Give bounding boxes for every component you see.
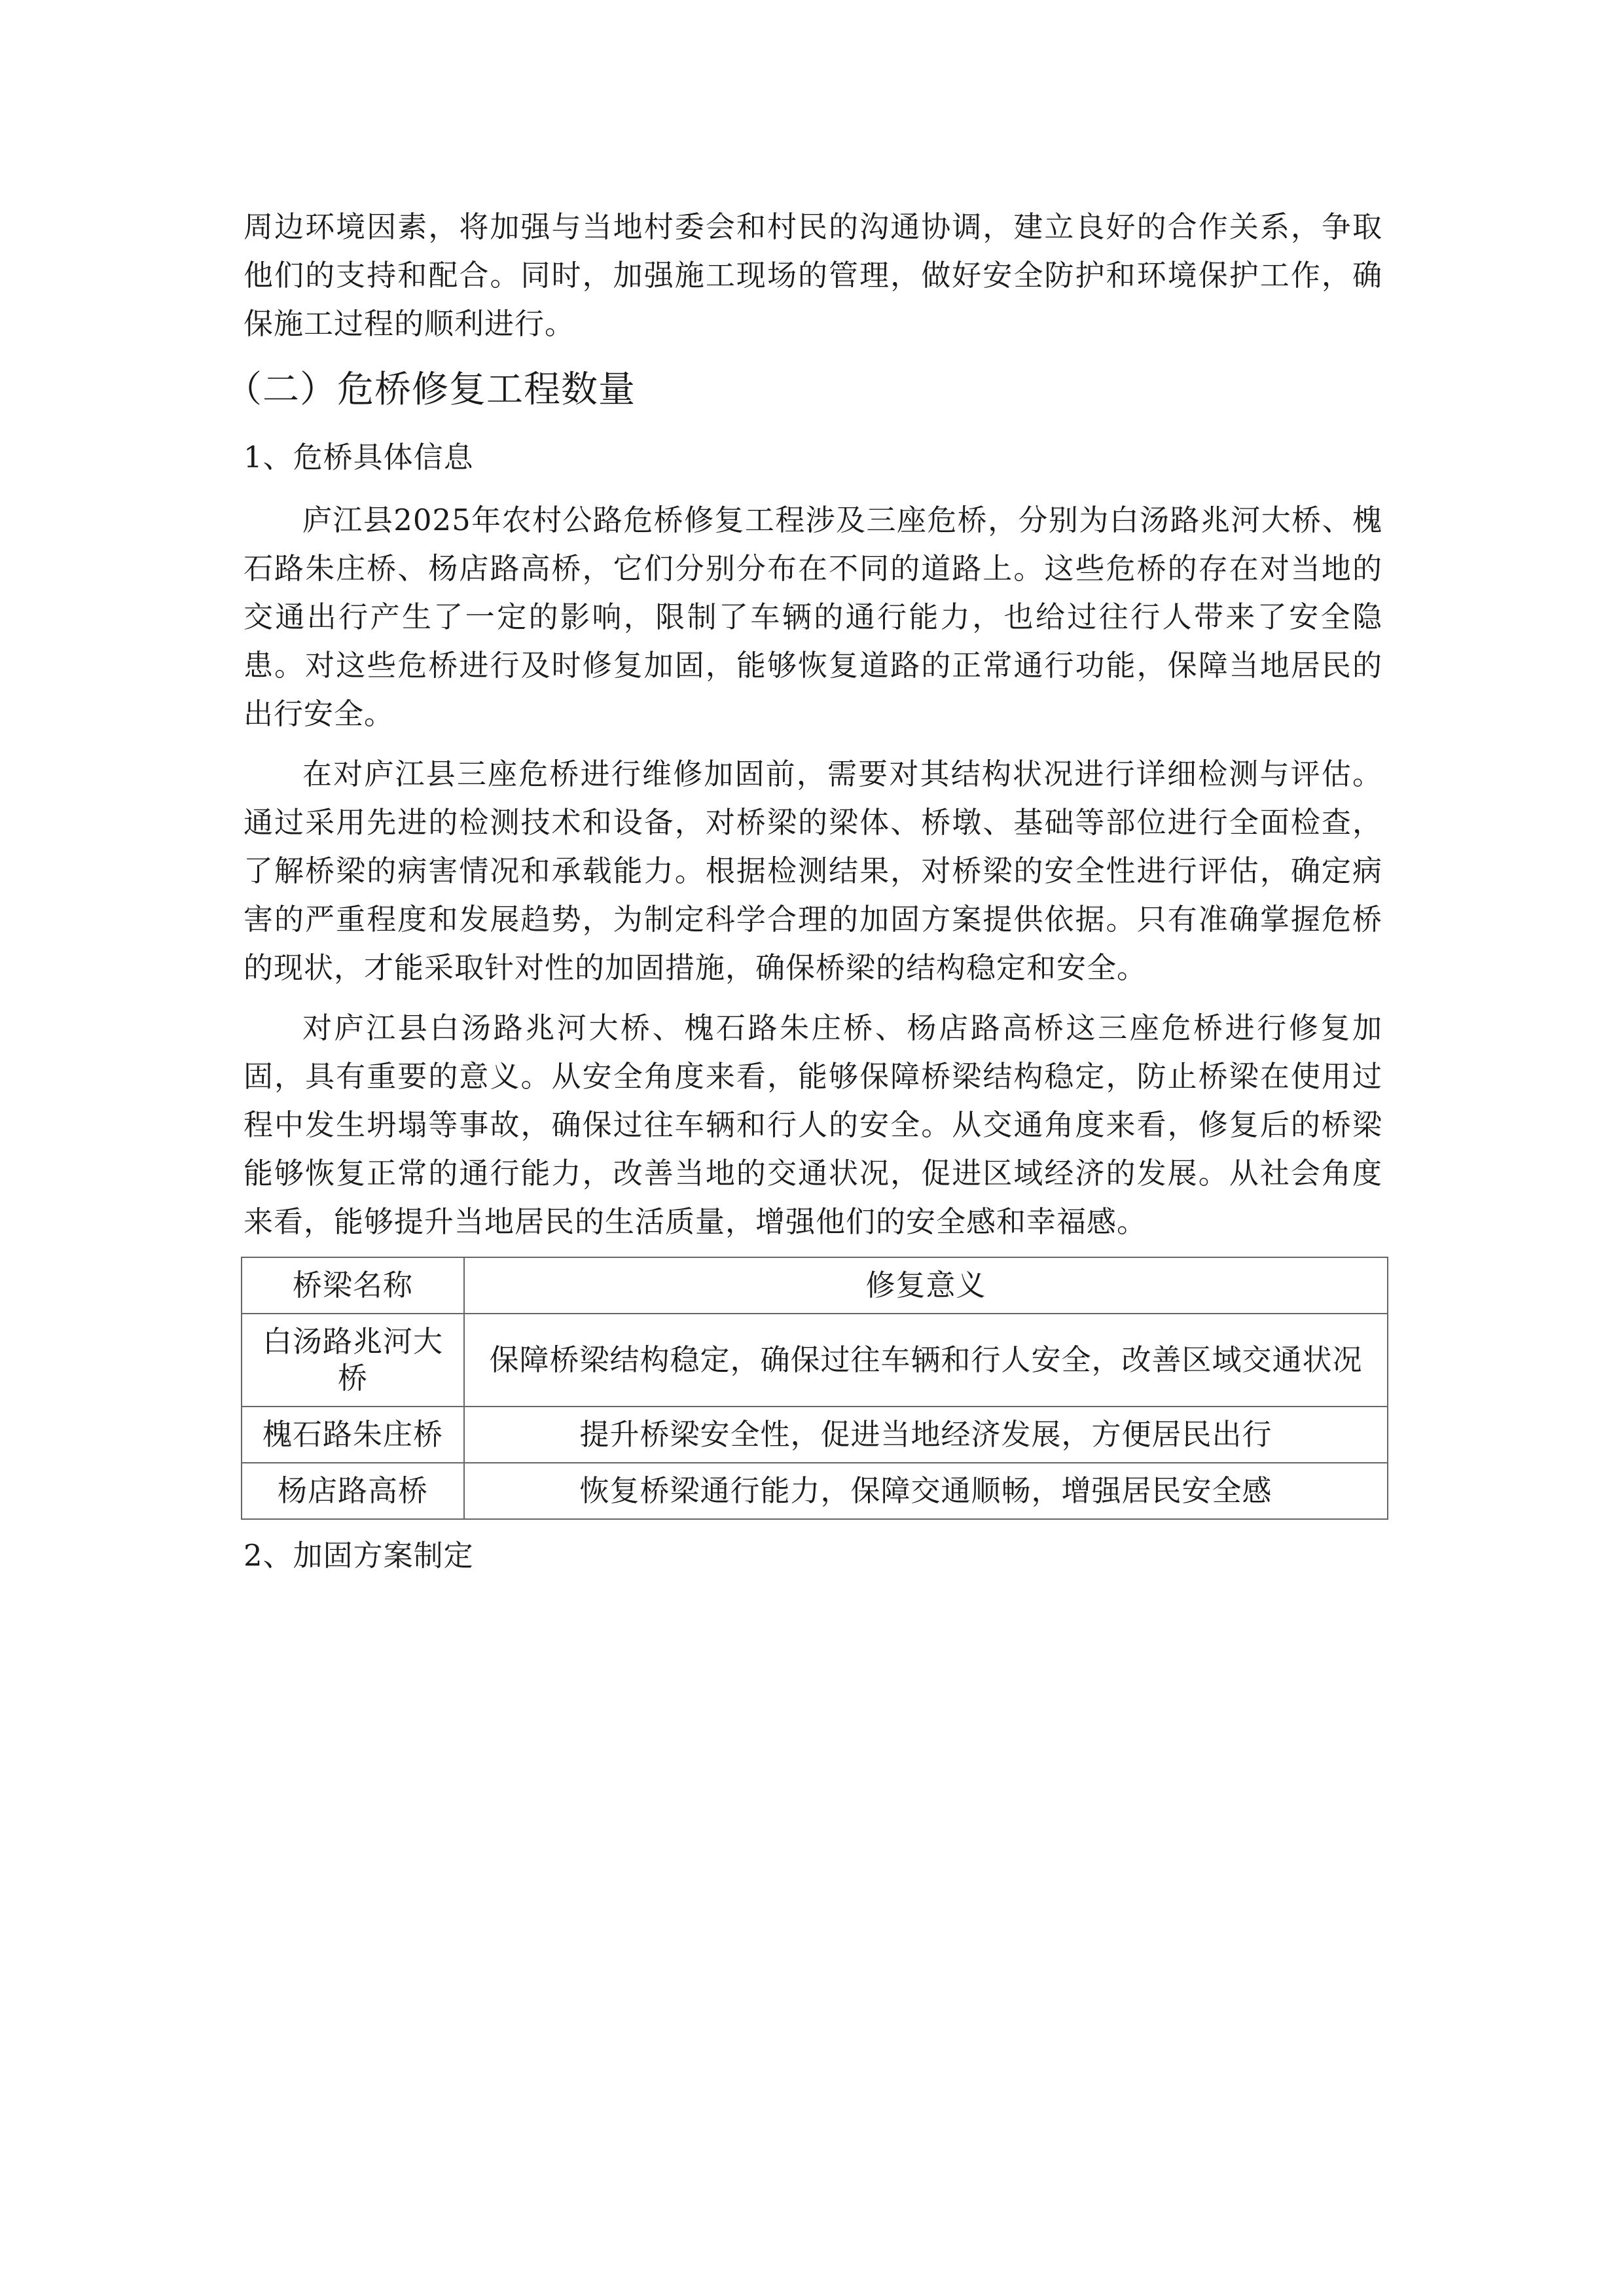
table-row bbox=[242, 1463, 1388, 1519]
subheading-reinforcement-plan: 2、加固方案制定 bbox=[244, 1538, 474, 1573]
bridge-name-cell: 白汤路兆河大桥 bbox=[242, 1314, 464, 1407]
bridge-name-cell: 杨店路高桥 bbox=[242, 1463, 464, 1519]
document-page bbox=[225, 203, 1382, 1594]
table-row bbox=[242, 1314, 1388, 1407]
paragraph-bridge-overview: 庐江县2025年农村公路危桥修复工程涉及三座危桥，分别为白汤路兆河大桥、槐石路朱庄桥、杨店路高桥，它们分别分布在不同的道路上。这些危桥的存在对当地的交通出行产生了一定的影响，限制了车辆的通行能力，也给过往行人带来了安全隐患。对这些危桥进行及时修复加固，能够恢复道路的正常通行功能，保障当地居民的出行安全。 bbox=[244, 503, 1382, 731]
bridge-significance-cell: 提升桥梁安全性，促进当地经济发展，方便居民出行 bbox=[464, 1407, 1388, 1463]
paragraph-inspection: 在对庐江县三座危桥进行维修加固前，需要对其结构状况进行详细检测与评估。通过采用先进的检测技术和设备，对桥梁的梁体、桥墩、基础等部位进行全面检查，了解桥梁的病害情况和承载能力。根据检测结果，对桥梁的安全性进行评估，确定病害的严重程度和发展趋势，为制定科学合理的加固方案提供依据。只有准确掌握危桥的现状，才能采取针对性的加固措施，确保桥梁的结构稳定和安全。 bbox=[244, 757, 1382, 985]
table-header-row bbox=[242, 1257, 1388, 1314]
table-header-cell: 修复意义 bbox=[464, 1257, 1388, 1314]
intro-paragraph: 周边环境因素，将加强与当地村委会和村民的沟通协调，建立良好的合作关系，争取他们的支持和配合。同时，加强施工现场的管理，做好安全防护和环境保护工作，确保施工过程的顺利进行。 bbox=[244, 209, 1382, 341]
bridge-significance-cell: 恢复桥梁通行能力，保障交通顺畅，增强居民安全感 bbox=[464, 1463, 1388, 1519]
bridge-table bbox=[241, 1257, 1388, 1520]
section-heading: （二）危桥修复工程数量 bbox=[225, 368, 636, 411]
paragraph-significance: 对庐江县白汤路兆河大桥、槐石路朱庄桥、杨店路高桥这三座危桥进行修复加固，具有重要的意义。从安全角度来看，能够保障桥梁结构稳定，防止桥梁在使用过程中发生坍塌等事故，确保过往车辆和行人的安全。从交通角度来看，修复后的桥梁能够恢复正常的通行能力，改善当地的交通状况，促进区域经济的发展。从社会角度来看，能够提升当地居民的生活质量，增强他们的安全感和幸福感。 bbox=[244, 1011, 1382, 1239]
subheading-bridge-info: 1、危桥具体信息 bbox=[244, 440, 474, 475]
bridge-significance-cell: 保障桥梁结构稳定，确保过往车辆和行人安全，改善区域交通状况 bbox=[464, 1314, 1388, 1407]
table-header-cell: 桥梁名称 bbox=[242, 1257, 464, 1314]
bridge-name-cell: 槐石路朱庄桥 bbox=[242, 1407, 464, 1463]
table-row bbox=[242, 1407, 1388, 1463]
